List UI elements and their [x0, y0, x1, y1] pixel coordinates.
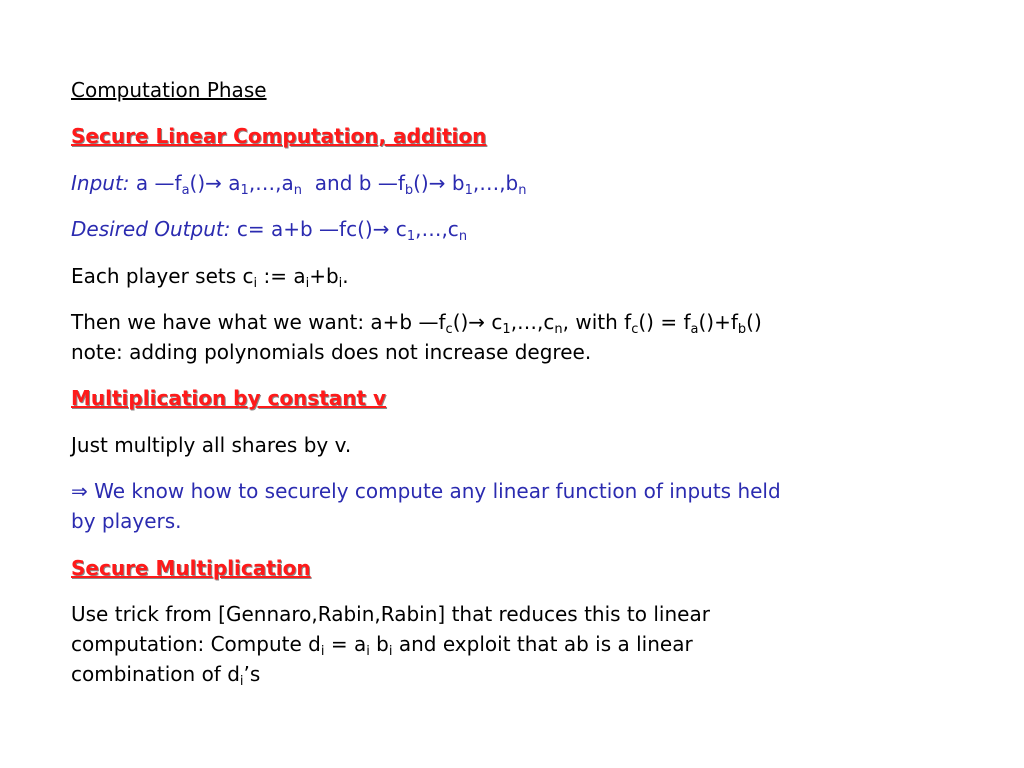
input-text: ,…,b [472, 171, 519, 195]
dash-symbol: — [377, 171, 398, 195]
implies-line-2: by players. [71, 509, 182, 533]
body-text: combination of d [71, 662, 240, 686]
then-line [71, 307, 762, 337]
subscript: 1 [240, 183, 249, 198]
subscript: 1 [406, 229, 416, 244]
desired-text: fc() [339, 217, 373, 241]
subscript: n [518, 183, 527, 198]
title-text: Computation Phase [71, 78, 267, 102]
body-text: computation: Compute d [71, 632, 321, 656]
input-text: f [174, 171, 182, 195]
input-text: b [445, 171, 465, 195]
subscript: a [690, 322, 699, 337]
subscript: i [305, 276, 310, 291]
input-text: a [221, 171, 241, 195]
arrow-symbol: → [468, 310, 486, 334]
body-text: f [438, 310, 446, 334]
body-text: c [485, 310, 503, 334]
body-text: ’s [243, 662, 261, 686]
arrow-symbol: → [372, 217, 390, 241]
desired-text: c= a+b [230, 217, 320, 241]
arrow-symbol: → [205, 171, 222, 195]
note-line: note: adding polynomials does not increase degree. [71, 340, 592, 364]
dash-symbol: — [154, 171, 175, 195]
subscript: i [388, 644, 393, 659]
subscript: i [239, 674, 244, 689]
heading-mult-constant: Multiplication by constant v [71, 386, 387, 410]
input-line [71, 168, 527, 198]
subscript: i [338, 276, 343, 291]
body-text: ,…,c [510, 310, 555, 334]
body-text: . [342, 264, 349, 288]
just-multiply-line: Just multiply all shares by v. [71, 433, 352, 457]
body-text: = a [324, 632, 367, 656]
body-text: := a [257, 264, 306, 288]
input-text: and b [302, 171, 378, 195]
arrow-symbol: → [428, 171, 446, 195]
body-text: b [369, 632, 389, 656]
input-text: ,…,a [248, 171, 294, 195]
use-trick-line-3 [71, 659, 260, 689]
subscript: i [253, 276, 258, 291]
desired-label: Desired Output: [71, 217, 231, 241]
body-text: +b [309, 264, 339, 288]
section-title [71, 75, 267, 105]
subscript: b [737, 322, 747, 337]
input-text: a [129, 171, 155, 195]
body-text: , with f [562, 310, 632, 334]
desired-output-line [71, 214, 467, 244]
desired-text: c [389, 217, 407, 241]
subscript: n [458, 229, 468, 244]
subscript: c [631, 322, 639, 337]
body-text: Each player sets c [71, 264, 254, 288]
each-player-line [71, 261, 349, 291]
body-text: Then we have what we want: a+b [71, 310, 419, 334]
body-text: () [746, 310, 762, 334]
body-text: and exploit that ab is a linear [392, 632, 693, 656]
subscript: a [181, 183, 190, 198]
subscript: 1 [464, 183, 473, 198]
implies-icon: ⇒ [71, 479, 88, 503]
use-trick-line-2 [71, 629, 693, 659]
dash-symbol: — [319, 217, 340, 241]
body-text: ()+f [698, 310, 738, 334]
heading-secure-mult: Secure Multiplication [71, 556, 311, 580]
input-text: f [397, 171, 405, 195]
subscript: n [293, 183, 303, 198]
subscript: c [445, 322, 453, 337]
implies-line-1 [71, 476, 781, 506]
subscript: 1 [502, 322, 511, 337]
subscript: b [404, 183, 414, 198]
heading-secure-linear: Secure Linear Computation, addition [71, 124, 487, 148]
input-text: () [189, 171, 206, 195]
subscript: i [320, 644, 325, 659]
dash-symbol: — [418, 310, 439, 334]
implies-text: We know how to securely compute any linear function of inputs held [87, 479, 781, 503]
input-text: () [413, 171, 429, 195]
desired-text: ,…,c [415, 217, 459, 241]
input-label: Input: [71, 171, 130, 195]
body-text: () = f [638, 310, 691, 334]
body-text: () [452, 310, 469, 334]
use-trick-line-1: Use trick from [Gennaro,Rabin,Rabin] that reduces this to linear [71, 602, 710, 626]
subscript: n [554, 322, 563, 337]
subscript: i [366, 644, 370, 659]
